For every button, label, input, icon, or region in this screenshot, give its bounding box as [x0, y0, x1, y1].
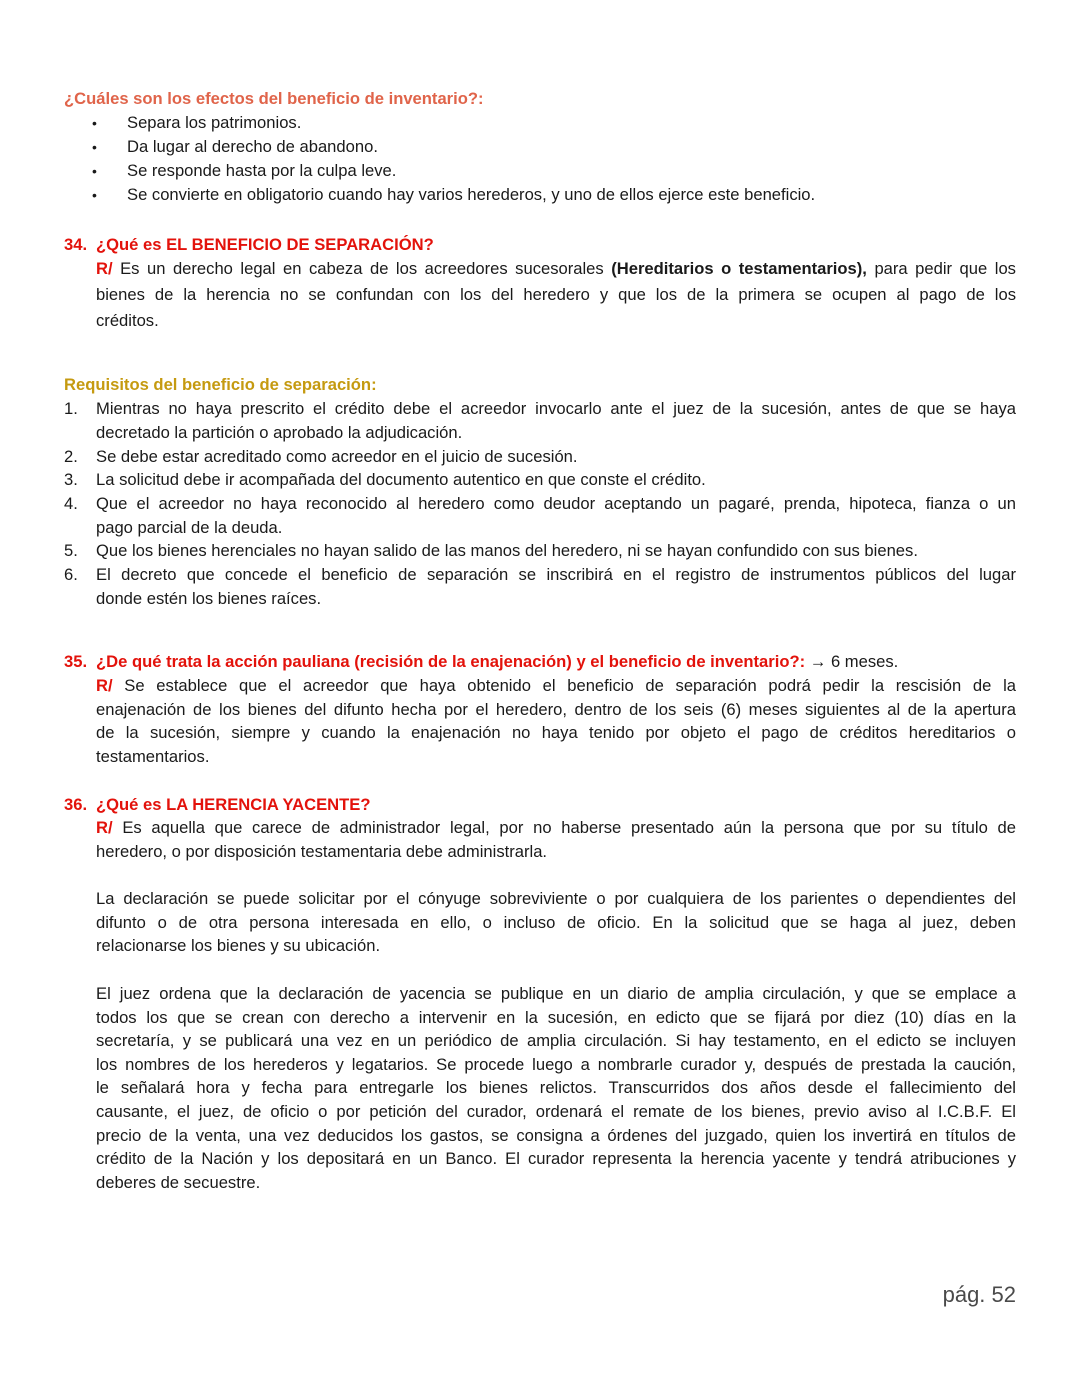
- arrow-right-icon: →: [809, 652, 827, 671]
- question-number: 35.: [64, 652, 88, 671]
- q36-para2-line-3: relacionarse los bienes y su ubicación.: [96, 936, 381, 955]
- q36-para3-line-6: causante, el juez, de oficio o por petición del curador, ordenará el remate de los bienes, previo aviso al I.C.B.F. El: [96, 1102, 1016, 1121]
- question-35-title-row: [96, 652, 1016, 672]
- q36-para3-line-1: El juez ordena que la declaración de yacencia se publique en un diario de amplia circulación, y que se emplace a: [96, 984, 1016, 1003]
- list-number: 3.: [64, 470, 78, 489]
- question-35-title: ¿De qué trata la acción pauliana (recisión de la enajenación) y el beneficio de inventario?:: [96, 652, 806, 671]
- requirement-1-line-2: decretado la partición o aprobado la adjudicación.: [96, 423, 463, 442]
- requirement-4-line-2: pago parcial de la deuda.: [96, 518, 283, 537]
- q36-para3-line-4: los nombres de los herederos y legatarios. Se procede luego a nombrarle curador y, después de prestada la caución,: [96, 1055, 1016, 1074]
- requirement-1-line-1: Mientras no haya prescrito el crédito debe el acreedor invocarlo ante el juez de la sucesión, antes de que se haya: [96, 399, 1016, 418]
- effects-bullet-3: Se responde hasta por la culpa leve.: [127, 161, 397, 180]
- answer-label: R/: [96, 676, 113, 695]
- answer-label: R/: [96, 818, 113, 837]
- requirement-6-line-2: donde estén los bienes raíces.: [96, 589, 322, 608]
- answer-label: R/: [96, 259, 113, 278]
- q36-para3-line-5: le señalará hora y fecha para entregarle los bienes relictos. Transcurridos dos años desde el fallecimiento del: [96, 1078, 1016, 1097]
- list-number: 2.: [64, 447, 78, 466]
- requirement-5: Que los bienes herenciales no hayan salido de las manos del heredero, ni se hayan confundido con sus bienes.: [96, 541, 918, 560]
- q36-para3-line-7: precio de la venta, una vez deducidos los gastos, se consigna a órdenes del juzgado, quien los invertirá en títulos de: [96, 1126, 1016, 1145]
- q35-answer-text: Se establece que el acreedor que haya obtenido el beneficio de separación podrá pedir la rescisión de la: [124, 676, 1016, 695]
- effects-bullet-1: Separa los patrimonios.: [127, 113, 302, 132]
- page-number: pág. 52: [942, 1282, 1016, 1307]
- q36-para2-line-2: difunto o de otra persona interesada en ello, o incluso de oficio. En la solicitud que se haga al juez, deben: [96, 913, 1016, 932]
- q36-para3-line-9: deberes de secuestre.: [96, 1173, 261, 1192]
- q34-answer-text: Es un derecho legal en cabeza de los acreedores sucesorales: [120, 259, 604, 278]
- list-number: 4.: [64, 494, 78, 513]
- bullet-icon: •: [92, 115, 97, 131]
- list-number: 5.: [64, 541, 78, 560]
- requirement-3: La solicitud debe ir acompañada del documento autentico en que conste el crédito.: [96, 470, 706, 489]
- question-number: 34.: [64, 235, 88, 254]
- bullet-icon: •: [92, 187, 97, 203]
- q36-answer-text: Es aquella que carece de administrador legal, por no haberse presentado aún la persona que por su título de: [122, 818, 1016, 837]
- q36-para2-line-1: La declaración se puede solicitar por el cónyuge sobreviviente o por cualquiera de los parientes o dependientes del: [96, 889, 1016, 908]
- bullet-icon: •: [92, 139, 97, 155]
- q35-answer-line-1: [96, 676, 1016, 696]
- q36-answer-line-2: heredero, o por disposición testamentaria debe administrarla.: [96, 842, 548, 861]
- q36-para3-line-8: crédito de la Nación y los depositará en un Banco. El curador representa la herencia yacente y tendrá atribuciones y: [96, 1149, 1016, 1168]
- q34-answer-line-3: créditos.: [96, 311, 159, 330]
- q34-answer-line-1: [96, 259, 1016, 279]
- q34-answer-tail: para pedir que los: [874, 259, 1016, 278]
- requirement-6-line-1: El decreto que concede el beneficio de separación se inscribirá en el registro de instrumentos públicos del lugar: [96, 565, 1016, 584]
- effects-bullet-2: Da lugar al derecho de abandono.: [127, 137, 378, 156]
- q34-answer-line-2: bienes de la herencia no se confundan con los del heredero y que los de la primera se ocupen al pago de los: [96, 285, 1016, 304]
- effects-heading: ¿Cuáles son los efectos del beneficio de inventario?:: [64, 89, 484, 108]
- question-34-title: ¿Qué es EL BENEFICIO DE SEPARACIÓN?: [96, 235, 434, 254]
- list-number: 1.: [64, 399, 78, 418]
- question-number: 36.: [64, 795, 88, 814]
- question-35-tail: 6 meses.: [830, 652, 899, 671]
- q36-para3-line-2: todos los que se crean con derecho a intervenir en la sucesión, en edicto que se fijará por diez (10) días en la: [96, 1008, 1016, 1027]
- q36-para3-line-3: secretaría, y se publicará una vez en un periódico de amplia circulación. Si hay testamento, en el edicto se incluyen: [96, 1031, 1016, 1050]
- requirements-heading: Requisitos del beneficio de separación:: [64, 375, 377, 394]
- list-number: 6.: [64, 565, 78, 584]
- q35-answer-line-4: testamentarios.: [96, 747, 210, 766]
- question-36-title: ¿Qué es LA HERENCIA YACENTE?: [96, 795, 371, 814]
- bullet-icon: •: [92, 163, 97, 179]
- q34-answer-bold: (Hereditarios o testamentarios),: [611, 259, 867, 278]
- q36-answer-line-1: [96, 818, 1016, 838]
- requirement-2: Se debe estar acreditado como acreedor en el juicio de sucesión.: [96, 447, 578, 466]
- effects-bullet-4: Se convierte en obligatorio cuando hay varios herederos, y uno de ellos ejerce este beneficio.: [127, 185, 816, 204]
- q35-answer-line-2: enajenación de los bienes del difunto hecha por el heredero, dentro de los seis (6) meses siguientes al de la apertura: [96, 700, 1016, 719]
- q35-answer-line-3: de la sucesión, siempre y cuando la enajenación no haya tenido por objeto el pago de créditos hereditarios o: [96, 723, 1016, 742]
- requirement-4-line-1: Que el acreedor no haya reconocido al heredero como deudor aceptando un pagaré, prenda, hipoteca, fianza o un: [96, 494, 1016, 513]
